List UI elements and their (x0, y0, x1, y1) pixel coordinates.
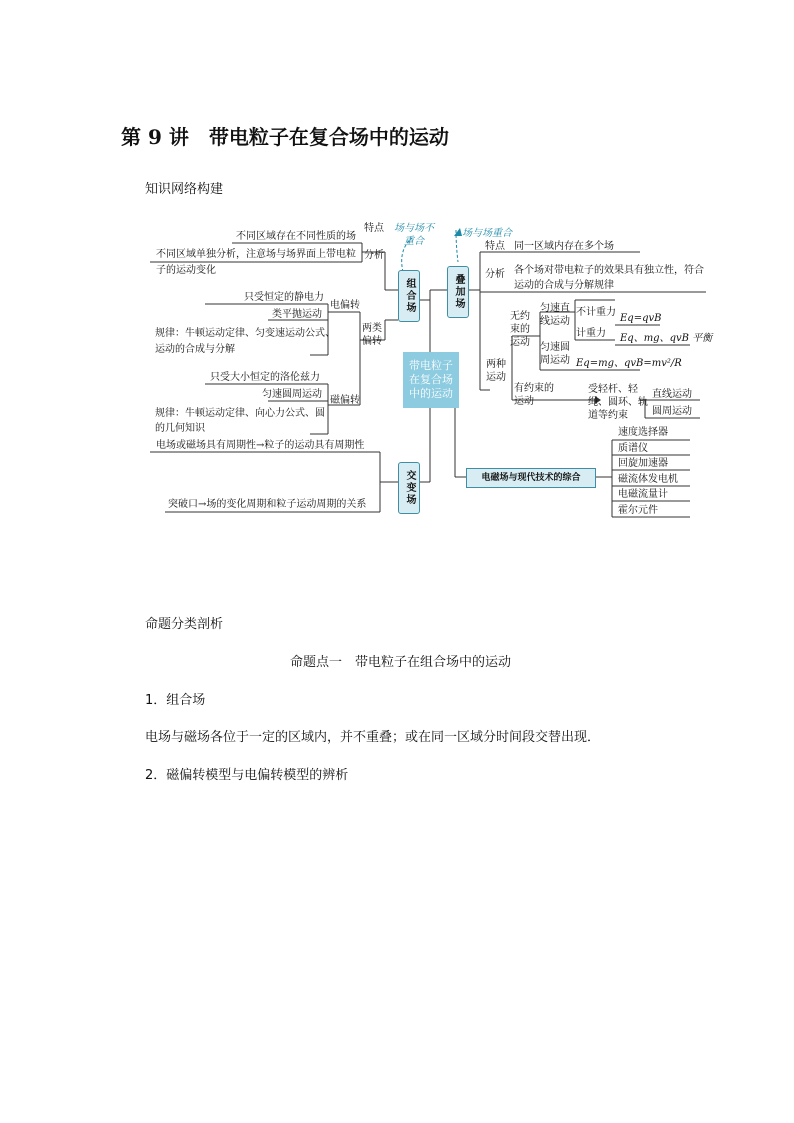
right-features-label: 特点 (485, 241, 505, 252)
right-analysis-label: 分析 (485, 269, 505, 280)
left-features-text: 不同区域存在不同性质的场 (236, 231, 356, 242)
projectile: 类平抛运动 (272, 309, 322, 320)
constraint-text: 受轻杆、轻绳、圆环、轨道等约束 (588, 384, 648, 421)
m-deflect-label: 磁偏转 (330, 395, 360, 406)
tech-item: 磁流体发电机 (618, 474, 678, 485)
circle-motion: 圆周运动 (652, 406, 692, 417)
tech-item: 质谱仪 (618, 443, 648, 454)
page-title: 第 9 讲 带电粒子在复合场中的运动 (121, 125, 449, 149)
tag-alternating-field: 交变场 (398, 462, 420, 514)
note-overlap: 场与场重合 (462, 228, 512, 239)
law-e-1: 规律：牛顿运动定律、匀变速运动公式、 (155, 328, 335, 339)
tag-superposed-field: 叠加场 (447, 266, 469, 318)
tag-combined-field: 组合场 (398, 270, 420, 322)
right-analysis-text-2: 运动的合成与分解规律 (514, 280, 614, 291)
breakthrough: 突破口→场的变化周期和粒子运动周期的关系 (168, 499, 367, 510)
left-features-label: 特点 (364, 223, 384, 234)
uniform-circle: 匀速圆周运动 (540, 342, 570, 366)
straight-motion: 直线运动 (652, 389, 692, 400)
left-analysis-label: 分析 (364, 250, 384, 261)
tech-item: 回旋加速器 (618, 458, 668, 469)
tech-item: 速度选择器 (618, 427, 668, 438)
left-analysis-text-1: 不同区域单独分析，注意场与场界面上带电粒 (156, 249, 356, 260)
note-not-overlap: 场与场不重合 (394, 223, 434, 247)
section-analysis-heading: 命题分类剖析 (145, 617, 224, 632)
mind-map (0, 0, 794, 560)
e-deflect-label: 电偏转 (330, 300, 360, 311)
eq2: Eq、mg、qvB 平衡 (620, 333, 713, 344)
tech-item: 霍尔元件 (618, 505, 658, 516)
eq1: Eq=qvB (620, 313, 662, 324)
tech-item: 电磁流量计 (618, 489, 668, 500)
constrained: 有约束的运动 (514, 383, 554, 407)
tech-node: 电磁场与现代技术的综合 (466, 468, 596, 488)
unconstrained: 无约束的运动 (510, 311, 530, 348)
two-types: 两类偏转 (362, 323, 382, 347)
circular: 匀速圆周运动 (262, 389, 322, 400)
center-node-label: 带电粒子在复合场中的运动 (409, 359, 453, 400)
item2-title: 2．磁偏转模型与电偏转模型的辨析 (145, 768, 349, 783)
right-analysis-text-1: 各个场对带电粒子的效果具有独立性，符合 (514, 265, 704, 276)
two-kinds: 两种运动 (486, 359, 506, 383)
eq3: Eq=mg、qvB=mv²/R (576, 358, 682, 369)
periodic: 电场或磁场具有周期性→粒子的运动具有周期性 (156, 440, 365, 451)
right-features-text: 同一区域内存在多个场 (514, 241, 614, 252)
item1-title: 1．组合场 (145, 693, 206, 708)
law-m-1: 规律：牛顿运动定律、向心力公式、圆 (155, 408, 325, 419)
with-gravity: 计重力 (576, 328, 606, 339)
law-m-2: 的几何知识 (155, 423, 205, 434)
section-knowledge-heading: 知识网络构建 (145, 182, 224, 197)
law-e-2: 运动的合成与分解 (155, 344, 235, 355)
left-analysis-text-2: 子的运动变化 (156, 265, 216, 276)
no-gravity: 不计重力 (576, 307, 616, 318)
e-force: 只受恒定的静电力 (244, 292, 324, 303)
uniform-line: 匀速直线运动 (540, 303, 570, 327)
center-node (403, 352, 459, 408)
topic-heading: 命题点一 带电粒子在组合场中的运动 (290, 655, 512, 670)
item1-text: 电场与磁场各位于一定的区域内，并不重叠；或在同一区域分时间段交替出现． (145, 730, 601, 745)
m-force: 只受大小恒定的洛伦兹力 (210, 372, 320, 383)
